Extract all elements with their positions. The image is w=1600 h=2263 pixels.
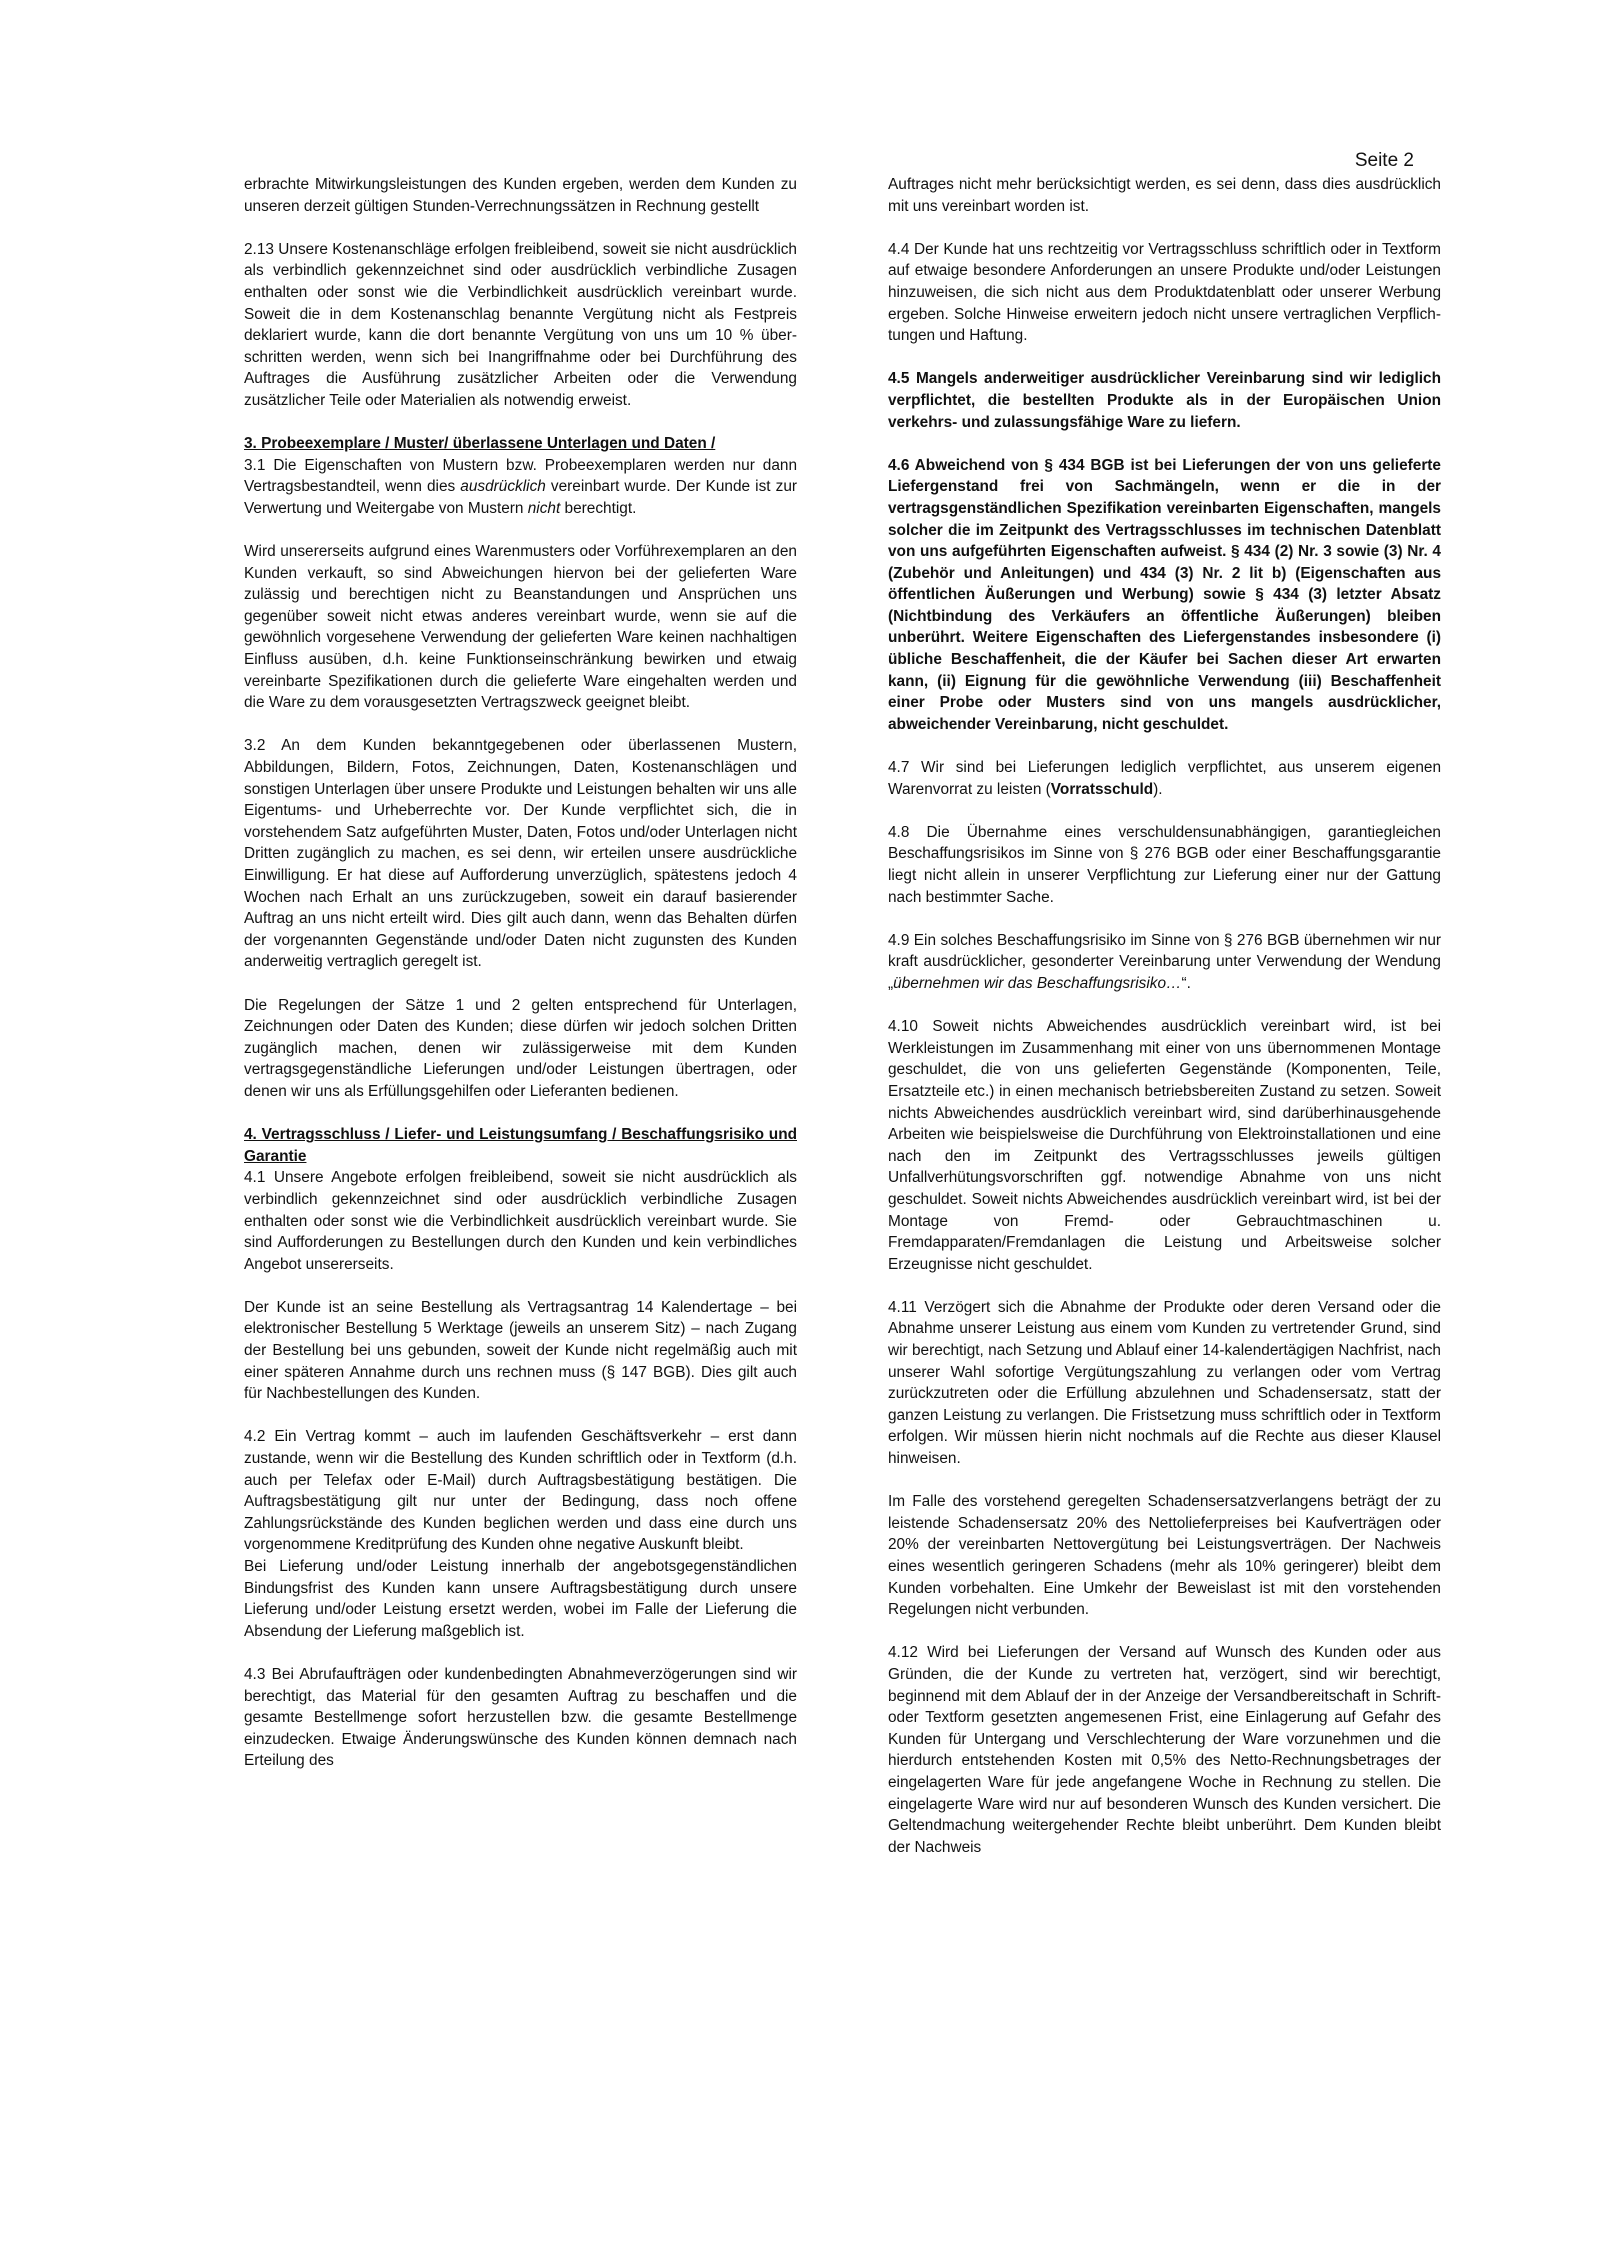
paragraph-4-5: 4.5 Mangels anderweitiger ausdrücklicher Vereinbarung sind wir lediglich verpflichtet, die bestellten Produkte als in der Europäischen Union verkehrs- und zulassungsfähige Ware zu liefern. <box>888 370 1441 431</box>
paragraph-3-1: 3.1 Die Eigenschaften von Mustern bzw. Probeexemplaren werden nur dann Vertragsbestandteil, wenn dies ausdrücklich vereinbart wurde. Der Kunde ist zur Verwertung und Weitergabe von Mustern nicht berechtigt. <box>244 456 797 517</box>
paragraph-4-2-continued: Bei Lieferung und/oder Leistung innerhalb der angebotsgegenständlichen Bindungsfrist des Kunden kann unsere Auftragsbestätigung durch unsere Lieferung und/oder Leistung ersetzt werden, wobei im Falle der Lieferung die Absendung der Lieferung maßgeblich ist. <box>244 1558 797 1640</box>
paragraph-4-7: 4.7 Wir sind bei Lieferungen lediglich verpflichtet, aus unserem eigenen Warenvorrat zu leisten (Vorratsschuld). <box>888 759 1441 798</box>
paragraph-4-11: 4.11 Verzögert sich die Abnahme der Produkte oder deren Versand oder die Abnahme unserer Leistung aus einem vom Kunden zu vertretender Grund, sind wir berechtigt, nach Setzung und Ablauf einer 14-kalendertägigen Nachfrist, nach unserer Wahl sofortige Vergütungszahlung zu verlangen oder vom Vertrag zurückzutreten oder die Erfüllung abzulehnen und Schadensersatz, statt der ganzen Leistung zu verlangen. Die Fristsetzung muss schriftlich oder in Textform erfolgen. Wir müssen hierin nicht nochmals auf die Rechte aus dieser Klausel hinweisen. <box>888 1298 1441 1468</box>
page-number: Seite 2 <box>1354 150 1414 171</box>
paragraph-4-1-continued: Der Kunde ist an seine Bestellung als Vertragsantrag 14 Kalendertage – bei elektronischer Bestellung 5 Werktage (jeweils an unserem Sitz) – nach Zugang der Bestellung bei uns gebunden, soweit der Kunde nicht regelmäßig auch mit einer späteren Annahme durch uns rechnen muss (§ 147 BGB). Dies gilt auch für Nachbestellungen des Kunden. <box>244 1298 797 1403</box>
paragraph-3-2-continued: Die Regelungen der Sätze 1 und 2 gelten entsprechend für Unterlagen, Zeichnungen oder Daten des Kunden; diese dürfen wir jedoch solchen Dritten zugänglich machen, denen wir zulässigerweise mit dem Kunden vertragsgegenständliche Lieferungen und/oder Leistungen übertragen, oder denen wir uns als Erfüllungsgehilfen oder Lieferanten bedienen. <box>244 996 797 1100</box>
paragraph-4-2: 4.2 Ein Vertrag kommt – auch im laufenden Geschäftsverkehr – erst dann zustande, wenn wir die Bestellung des Kunden schriftlich oder in Textform (d.h. auch per Telefax oder E-Mail) durch Auftragsbestätigung bestätigen. Die Auftragsbestätigung gilt nur unter der Bedingung, dass noch offene Zahlungsrückstände des Kunden beglichen werden und dass eine durch uns vorgenommene Kreditprüfung des Kunden ohne negative Auskunft bleibt. <box>244 1428 797 1554</box>
paragraph-4-3: 4.3 Bei Abrufaufträgen oder kundenbedingten Abnahmeverzögerungen sind wir berechtigt, das Material für den gesamten Auftrag zu beschaffen und die gesamte Bestellmenge sofort herzustellen bzw. die gesamte Bestellmenge einzudecken. Etwaige Änderungswünsche des Kunden können demnach nach Erteilung des <box>244 1665 797 1770</box>
section-heading-4: 4. Vertragsschluss / Liefer- und Leistungsumfang / Beschaffungsrisiko und Garantie <box>244 1126 797 1165</box>
paragraph-4-6: 4.6 Abweichend von § 434 BGB ist bei Lieferungen der von uns gelieferte Liefergenstand frei von Sachmängeln, wenn er die in der vertragsgenständlichen Spezifikation vereinbarten Eigenschaften, mangels solcher die im Zeitpunkt des Vertragsschlusses im technischen Datenblatt von uns aufgeführten Eigenschaften aufweist. § 434 (2) Nr. 3 sowie (3) Nr. 4 (Zubehör und Anleitungen) und 434 (3) Nr. 2 lit b) (Eigenschaften aus öffentlichen Äußerungen und Werbung) sowie § 434 (3) letzter Absatz (Nichtbindung des Verkäufers an öffentliche Äußerungen) bleiben unberührt. Weitere Eigenschaften des Liefergenstandes insbesondere (i) übliche Beschaffenheit, die der Käufer bei Sachen dieser Art erwarten kann, (ii) Eignung für die gewöhnliche Verwendung (iii) Beschaffenheit einer Probe oder Musters sind von uns mangels ausdrücklicher, abweichender Vereinbarung, nicht geschuldet. <box>888 456 1441 733</box>
right-column <box>888 174 1441 1880</box>
paragraph-4-8: 4.8 Die Übernahme eines verschuldensunabhängigen, garantiegleichen Beschaffungsrisikos im Sinne von § 276 BGB oder einer Beschaffungsgarantie liegt nicht allein in unserer Verpflichtung zur Lieferung einer nur der Gattung nach bestimmter Sache. <box>888 823 1441 906</box>
paragraph-4-1: 4.1 Unsere Angebote erfolgen freibleibend, soweit sie nicht ausdrücklich als verbindlich gekennzeichnet sind oder ausdrücklich verbindliche Zusagen enthalten oder sonst wie die Verbindlichkeit ausdrücklich vereinbart wurde. Sie sind Aufforderungen zu Bestellungen durch den Kunden und kein verbindliches Angebot unsererseits. <box>244 1169 797 1273</box>
paragraph-4-12: 4.12 Wird bei Lieferungen der Versand auf Wunsch des Kunden oder aus Gründen, die der Kunde zu vertreten hat, verzögert, sind wir berechtigt, beginnend mit dem Ablauf der in der Anzeige der Versandbereitschaft in Schrift- oder Textform gesetzten angemesenen Frist, eine Einlagerung auf Gefahr des Kunden für Untergang und Verschlechterung der Ware vorzunehmen und die hierdurch entstehenden Kosten mit 0,5% des Netto-Rechnungsbetrages der eingelagerten Ware für jede angefangene Woche in Rechnung zu stellen. Die eingelagerte Ware wird nur auf besonderen Wunsch des Kunden versichert. Die Geltendmachung weitergehender Rechte bleibt unberührt. Dem Kunden bleibt der Nachweis <box>888 1644 1441 1856</box>
paragraph-4-9: 4.9 Ein solches Beschaffungsrisiko im Sinne von § 276 BGB übernehmen wir nur kraft ausdrücklicher, gesonderter Vereinbarung unter Verwendung der Wendung „übernehmen wir das Beschaffungsrisiko…“. <box>888 931 1441 992</box>
paragraph-4-11-continued: Im Falle des vorstehend geregelten Schadensersatzverlangens beträgt der zu leistende Schadensersatz 20% des Nettolieferpreises bei Kaufverträgen oder 20% der vereinbarten Nettovergütung bei Leistungsverträgen. Der Nachweis eines wesentlich geringeren Schadens (mehr als 10% geringerer) bleibt dem Kunden vorbehalten. Eine Umkehr der Beweislast ist mit den vorstehenden Regelungen nicht verbunden. <box>888 1493 1441 1619</box>
left-column <box>244 174 797 1794</box>
paragraph-4-4: 4.4 Der Kunde hat uns rechtzeitig vor Vertragsschluss schriftlich oder in Textform auf etwaige besondere Anforderungen an unsere Produkte und/oder Leistungen hinzuweisen, die sich nicht aus dem Produktdatenblatt oder unserer Werbung ergeben. Solche Hinweise erweitern jedoch nicht unsere vertraglichen Verpflichtungen und Haftung. <box>888 240 1441 345</box>
paragraph-3-1-continued: Wird unsererseits aufgrund eines Warenmusters oder Vorführexemplaren an den Kunden verkauft, so sind Abweichungen hiervon bei der gelieferten Ware zulässig und berechtigen nicht zu Beanstandungen und Ansprüchen uns gegenüber soweit nicht etwas anderes vereinbart wurde, wenn sie auf die gewöhnlich vorgesehene Verwendung der gelieferten Ware keinen nachhaltigen Einfluss ausüben, d.h. keine Funktionseinschränkung bewirken und etwaig vereinbarte Spezifikationen durch die gelieferte Ware eingehalten werden und die Ware zu dem vorausgesetzten Vertragszweck geeignet bleibt. <box>244 543 797 712</box>
section-heading-3: 3. Probeexemplare / Muster/ überlassene Unterlagen und Daten / <box>244 435 716 453</box>
paragraph-intro-right: Auftrages nicht mehr berücksichtigt werden, es sei denn, dass dies ausdrücklich mit uns vereinbart worden ist. <box>888 176 1441 215</box>
paragraph-4-10: 4.10 Soweit nichts Abweichendes ausdrücklich vereinbart wird, ist bei Werkleistungen im Zusammenhang mit einer von uns übernommenen Montage geschuldet, die von uns gelieferten Gegenstände (Komponenten, Teile, Ersatzteile etc.) in einen mechanisch betriebsbereiten Zustand zu setzen. Soweit nichts Abweichendes ausdrücklich vereinbart wird, sind darüberhinausgehende Arbeiten wie beispielsweise die Durchführung von Elektroinstallationen und eine nach den im Zeitpunkt des Vertragsschlusses jeweils gültigen Unfallverhütungsvorschriften ggf. notwendige Abnahme von uns nicht geschuldet. Soweit nichts Abweichendes ausdrücklich vereinbart wird, ist bei der Montage von Fremd- oder Gebrauchtmaschinen u. Fremdapparaten/Fremdanlagen die Leistung und Arbeitsweise solcher Erzeugnisse nicht geschuldet. <box>888 1018 1441 1273</box>
paragraph-2-13: 2.13 Unsere Kostenanschläge erfolgen freibleibend, soweit sie nicht ausdrücklich als verbindlich gekennzeichnet sind oder ausdrücklich verbindliche Zusagen enthalten oder sonst wie die Verbindlichkeit ausdrücklich vereinbart wurde. Soweit die in dem Kostenanschlag benannte Vergütung nicht als Festpreis deklariert wurde, kann die dort benannte Vergütung von uns um 10 % überschritten werden, wenn sich bei Inangriffnahme oder bei Durchführung des Auftrages die Ausführung zusätzlicher Arbeiten oder die Verwendung zusätzlicher Teile oder Materialien als notwendig erweist. <box>244 240 797 409</box>
paragraph-intro-left: erbrachte Mitwirkungsleistungen des Kunden ergeben, werden dem Kunden zu unseren derzeit gültigen Stunden-Verrechnungssätzen in Rechnung gestellt <box>244 176 797 215</box>
paragraph-3-2: 3.2 An dem Kunden bekanntgegebenen oder überlassenen Mustern, Abbildungen, Bildern, Fotos, Zeichnungen, Daten, Kostenanschlägen und sonstigen Unterlagen über unsere Produkte und Leistungen behalten wir uns alle Eigentums- und Urheberrechte vor. Der Kunde verpflichtet sich, die in vorstehendem Satz aufgeführten Muster, Daten, Fotos und/oder Unterlagen nicht Dritten zugänglich zu machen, es sei denn, wir erteilen unsere ausdrückliche Einwilligung. Er hat diese auf Aufforderung unverzüglich, spätestens jedoch 4 Wochen nach Erhalt an uns zurückzugeben, soweit ein darauf basierender Auftrag an uns nicht erteilt wird. Dies gilt auch dann, wenn das Behalten dürfen der vorgenannten Gegenstände und/oder Daten nicht zugunsten des Kunden anderweitig vertraglich geregelt ist. <box>244 737 797 971</box>
